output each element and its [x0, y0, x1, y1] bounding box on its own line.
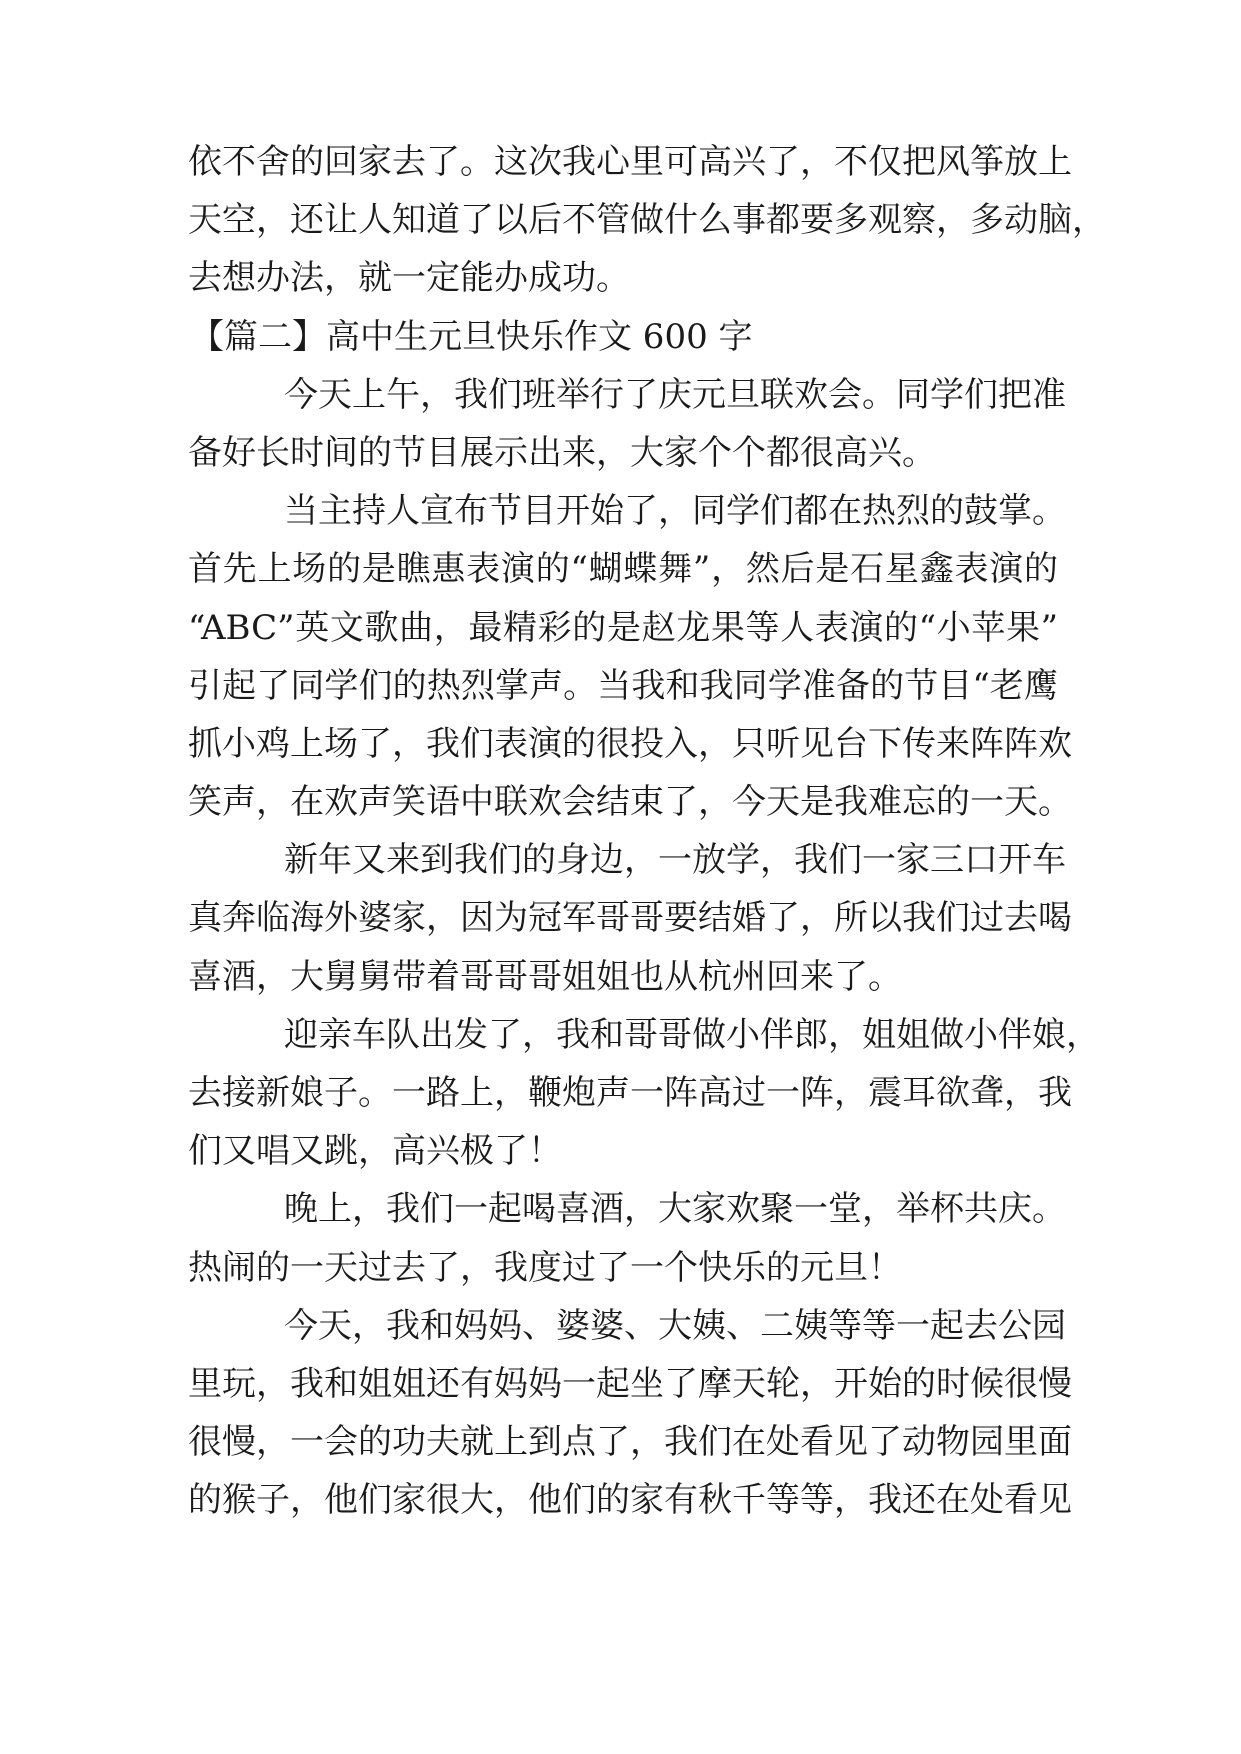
text-line: 依不舍的回家去了。这次我心里可高兴了，不仅把风筝放上: [188, 142, 1072, 182]
text-line: 喜酒，大舅舅带着哥哥哥姐姐也从杭州回来了。: [188, 956, 902, 997]
text-line: 当主持人宣布节目开始了，同学们都在热烈的鼓掌。: [284, 491, 1066, 532]
text-line: 真奔临海外婆家，因为冠军哥哥要结婚了，所以我们过去喝: [188, 898, 1072, 939]
text-line: 今天，我和妈妈、婆婆、大姨、二姨等等一起去公园: [284, 1305, 1066, 1346]
text-line: 去接新娘子。一路上，鞭炮声一阵高过一阵，震耳欲聋，我: [188, 1073, 1072, 1113]
text-line: 首先上场的是瞧惠表演的“蝴蝶舞”，然后是石星鑫表演的: [188, 549, 1058, 590]
text-line: 迎亲车队出发了，我和哥哥做小伴郎，姐姐做小伴娘，: [284, 1014, 1100, 1055]
paragraph: [188, 831, 1072, 1006]
text-line: 引起了同学们的热烈掌声。当我和我同学准备的节目“老鹰: [188, 665, 1058, 706]
paragraph: [188, 133, 1106, 308]
paragraph: [188, 366, 1066, 482]
text-line: 新年又来到我们的身边，一放学，我们一家三口开车: [284, 840, 1066, 881]
text-line: “ABC”英文歌曲，最精彩的是赵龙果等人表演的“小苹果”: [188, 607, 1058, 648]
text-line: 晚上，我们一起喝喜酒，大家欢聚一堂，举杯共庆。: [284, 1189, 1066, 1230]
document-page: [188, 133, 1106, 1530]
text-line: 笑声，在欢声笑语中联欢会结束了，今天是我难忘的一天。: [188, 782, 1072, 823]
text-line: 天空，还让人知道了以后不管做什么事都要多观察，多动脑，: [188, 200, 1106, 241]
text-line: 抓小鸡上场了，我们表演的很投入，只听见台下传来阵阵欢: [188, 723, 1072, 764]
text-line: 今天上午，我们班举行了庆元旦联欢会。同学们把准: [284, 374, 1066, 415]
paragraph: [188, 1297, 1072, 1530]
section-heading: [188, 308, 1058, 366]
text-line: 里玩，我和姐姐还有妈妈一起坐了摩天轮，开始的时候很慢: [188, 1363, 1072, 1404]
paragraph: [188, 482, 1072, 831]
text-line: 备好长时间的节目展示出来，大家个个都很高兴。: [188, 432, 936, 473]
section-heading-text: 【篇二】高中生元旦快乐作文 600 字: [190, 316, 753, 357]
text-line: 们又唱又跳，高兴极了！: [188, 1131, 562, 1172]
paragraph: [188, 1180, 1066, 1296]
text-line: 去想办法，就一定能办成功。: [188, 258, 630, 299]
text-line: 热闹的一天过去了，我度过了一个快乐的元旦！: [188, 1247, 902, 1288]
text-line: 很慢，一会的功夫就上到点了，我们在处看见了动物园里面: [188, 1422, 1072, 1463]
paragraph: [188, 1006, 1100, 1181]
text-line: 的猴子，他们家很大，他们的家有秋千等等，我还在处看见: [188, 1480, 1072, 1521]
